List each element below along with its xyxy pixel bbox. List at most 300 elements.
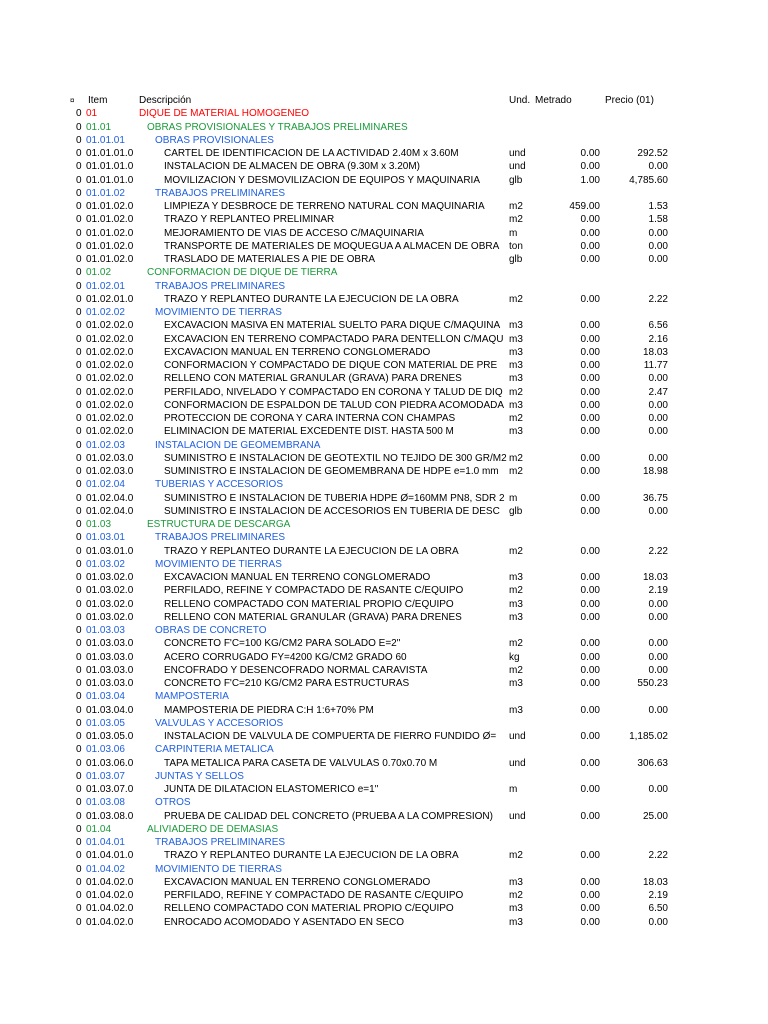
item-code: 01.04.02.0 — [86, 876, 134, 888]
row-prefix: 0 — [76, 426, 82, 438]
item-metrado: 0.00 — [580, 664, 600, 676]
item-unit: m3 — [509, 876, 523, 888]
row-prefix: 0 — [76, 519, 82, 530]
row-prefix: 0 — [76, 837, 82, 848]
item-description: ELIMINACION DE MATERIAL EXCEDENTE DIST. HASTA 500 M — [164, 426, 454, 438]
table-row — [0, 253, 768, 266]
item-code: 01.03.02.0 — [86, 585, 134, 597]
item-code: 01.03.05 — [86, 717, 125, 729]
item-description: EXCAVACION MASIVA EN MATERIAL SUELTO PARA DIQUE C/MAQUINA — [164, 320, 501, 332]
item-metrado: 0.00 — [580, 731, 600, 742]
section-row — [0, 836, 768, 849]
item-unit: und — [509, 148, 526, 159]
item-description: VALVULAS Y ACCESORIOS — [155, 717, 284, 729]
table-row — [0, 425, 768, 438]
item-unit: m3 — [509, 373, 523, 385]
item-code: 01.02.02.0 — [86, 360, 134, 371]
row-prefix: 0 — [76, 625, 82, 636]
item-code: 01.01.02.0 — [86, 214, 134, 226]
row-prefix: 0 — [76, 108, 82, 120]
item-description: SUMINISTRO E INSTALACION DE GEOTEXTIL NO TEJIDO DE 300 GR/M2 — [164, 452, 507, 464]
item-description: PRUEBA DE CALIDAD DEL CONCRETO (PRUEBA A LA COMPRESION) — [164, 810, 493, 822]
item-description: JUNTAS Y SELLOS — [155, 770, 244, 782]
table-row — [0, 412, 768, 425]
item-metrado: 0.00 — [580, 757, 600, 769]
item-description: CARTEL DE IDENTIFICACION DE LA ACTIVIDAD 2.40M x 3.60M — [164, 148, 459, 159]
item-metrado: 0.00 — [580, 810, 600, 822]
row-prefix: 0 — [76, 399, 82, 411]
item-code: 01.04.02.0 — [86, 916, 134, 928]
item-code: 01.02 — [86, 267, 112, 279]
item-unit: und — [509, 161, 526, 173]
item-description: PERFILADO, NIVELADO Y COMPACTADO EN CORONA Y TALUD DE DIQ — [164, 386, 503, 398]
item-description: CONFORMACION Y COMPACTADO DE DIQUE CON MATERIAL DE PRE — [164, 360, 498, 371]
item-description: CONCRETO F'C=210 KG/CM2 PARA ESTRUCTURAS — [164, 678, 410, 689]
item-code: 01.03.03.0 — [86, 638, 134, 650]
item-code: 01.03.02.0 — [86, 598, 134, 610]
item-price: 0.00 — [648, 638, 668, 650]
header-precio: Precio (01) — [605, 95, 654, 106]
item-price: 2.47 — [648, 386, 668, 398]
section-row — [0, 121, 768, 134]
item-metrado: 0.00 — [580, 572, 600, 583]
item-price: 0.00 — [648, 598, 668, 610]
item-description: INSTALACION DE VALVULA DE COMPUERTA DE FIERRO FUNDIDO Ø= — [164, 731, 497, 742]
section-row — [0, 134, 768, 147]
item-price: 0.00 — [648, 916, 668, 928]
table-row — [0, 240, 768, 253]
item-code: 01.02.02.0 — [86, 413, 134, 424]
row-prefix: 0 — [76, 254, 82, 265]
table-row — [0, 213, 768, 226]
row-prefix: 0 — [76, 134, 82, 146]
item-unit: und — [509, 731, 526, 742]
table-row — [0, 386, 768, 399]
item-description: TAPA METALICA PARA CASETA DE VALVULAS 0.70x0.70 M — [164, 757, 438, 769]
section-row — [0, 770, 768, 783]
table-row — [0, 452, 768, 465]
item-description: RELLENO COMPACTADO CON MATERIAL PROPIO C/EQUIPO — [164, 598, 454, 610]
row-prefix: 0 — [76, 903, 82, 915]
item-description: TRABAJOS PRELIMINARES — [155, 837, 286, 848]
item-price: 0.00 — [648, 651, 668, 663]
table-row — [0, 147, 768, 160]
item-unit: m2 — [509, 638, 523, 650]
table-row — [0, 876, 768, 889]
table-row — [0, 664, 768, 677]
table-row — [0, 730, 768, 743]
item-code: 01.04.01.0 — [86, 850, 134, 862]
table-row — [0, 810, 768, 823]
item-price: 0.00 — [648, 227, 668, 239]
table-row — [0, 584, 768, 597]
item-unit: m3 — [509, 678, 523, 689]
row-prefix: 0 — [76, 413, 82, 424]
row-prefix: 0 — [76, 850, 82, 862]
item-code: 01.04.02.0 — [86, 903, 134, 915]
item-metrado: 0.00 — [580, 784, 600, 795]
item-price: 550.23 — [637, 678, 668, 689]
item-price: 0.00 — [648, 373, 668, 385]
table-row — [0, 372, 768, 385]
item-metrado: 0.00 — [580, 598, 600, 610]
item-code: 01.02.02 — [86, 307, 125, 318]
row-prefix: 0 — [76, 810, 82, 822]
section-row — [0, 823, 768, 836]
item-metrado: 0.00 — [580, 876, 600, 888]
item-price: 0.00 — [648, 664, 668, 676]
item-price: 18.03 — [642, 572, 668, 583]
row-prefix: 0 — [76, 346, 82, 358]
item-price: 2.22 — [648, 545, 668, 557]
item-description: EXCAVACION MANUAL EN TERRENO CONGLOMERADO — [164, 876, 431, 888]
item-price: 1.53 — [648, 201, 668, 212]
table-row — [0, 505, 768, 518]
item-unit: m2 — [509, 664, 523, 676]
row-prefix: 0 — [76, 201, 82, 212]
item-code: 01.03.04.0 — [86, 704, 134, 716]
item-unit: m2 — [509, 890, 523, 901]
section-row — [0, 439, 768, 452]
item-price: 292.52 — [637, 148, 668, 159]
item-unit: m — [509, 227, 518, 239]
item-unit: m3 — [509, 903, 523, 915]
item-unit: m3 — [509, 916, 523, 928]
header-item: Item — [88, 95, 108, 106]
table-row — [0, 677, 768, 690]
header-metrado: Metrado — [535, 95, 572, 106]
item-metrado: 0.00 — [580, 426, 600, 438]
item-metrado: 0.00 — [580, 254, 600, 265]
table-row — [0, 465, 768, 478]
item-price: 1,185.02 — [629, 731, 668, 742]
item-unit: m3 — [509, 598, 523, 610]
item-metrado: 0.00 — [580, 505, 600, 517]
item-metrado: 0.00 — [580, 850, 600, 862]
item-code: 01.04.02.0 — [86, 890, 134, 901]
item-price: 0.00 — [648, 399, 668, 411]
table-row — [0, 637, 768, 650]
item-description: JUNTA DE DILATACION ELASTOMERICO e=1" — [164, 784, 379, 795]
section-row — [0, 558, 768, 571]
item-unit: glb — [509, 174, 523, 186]
item-code: 01.03.08.0 — [86, 810, 134, 822]
item-metrado: 0.00 — [580, 492, 600, 504]
item-code: 01.02.02.0 — [86, 399, 134, 411]
item-price: 2.19 — [648, 890, 668, 901]
item-price: 0.00 — [648, 704, 668, 716]
item-code: 01.02.04 — [86, 479, 125, 491]
row-prefix: 0 — [76, 227, 82, 239]
item-metrado: 0.00 — [580, 704, 600, 716]
row-prefix: 0 — [76, 360, 82, 371]
item-unit: ton — [509, 240, 523, 252]
header-marker: ¤ — [70, 96, 75, 105]
item-unit: m2 — [509, 201, 523, 212]
item-description: SUMINISTRO E INSTALACION DE TUBERIA HDPE Ø=160MM PN8, SDR 2 — [164, 492, 505, 504]
item-description: RELLENO CON MATERIAL GRANULAR (GRAVA) PARA DRENES — [164, 373, 462, 385]
item-description: ENCOFRADO Y DESENCOFRADO NORMAL CARAVISTA — [164, 664, 428, 676]
item-description: MOVIMIENTO DE TIERRAS — [155, 863, 282, 875]
item-metrado: 0.00 — [580, 360, 600, 371]
item-code: 01.02.02.0 — [86, 333, 134, 345]
item-code: 01.02.03.0 — [86, 466, 134, 477]
item-unit: glb — [509, 254, 523, 265]
row-prefix: 0 — [76, 479, 82, 491]
item-metrado: 0.00 — [580, 413, 600, 424]
item-code: 01.01.01.0 — [86, 174, 134, 186]
item-code: 01.02.01 — [86, 280, 125, 292]
item-code: 01.01.01 — [86, 134, 125, 146]
item-metrado: 0.00 — [580, 161, 600, 173]
row-prefix: 0 — [76, 664, 82, 676]
item-metrado: 0.00 — [580, 227, 600, 239]
item-unit: m2 — [509, 585, 523, 597]
table-row — [0, 333, 768, 346]
table-row — [0, 889, 768, 902]
item-unit: m2 — [509, 850, 523, 862]
item-description: PERFILADO, REFINE Y COMPACTADO DE RASANTE C/EQUIPO — [164, 585, 464, 597]
item-description: PERFILADO, REFINE Y COMPACTADO DE RASANTE C/EQUIPO — [164, 890, 464, 901]
item-price: 0.00 — [648, 611, 668, 623]
item-metrado: 1.00 — [580, 174, 600, 186]
item-description: TRASLADO DE MATERIALES A PIE DE OBRA — [164, 254, 375, 265]
row-prefix: 0 — [76, 558, 82, 570]
item-code: 01 — [86, 108, 98, 120]
item-price: 2.22 — [648, 293, 668, 305]
row-prefix: 0 — [76, 572, 82, 583]
item-description: RELLENO COMPACTADO CON MATERIAL PROPIO C/EQUIPO — [164, 903, 454, 915]
item-metrado: 0.00 — [580, 399, 600, 411]
item-unit: m3 — [509, 611, 523, 623]
item-code: 01.01 — [86, 121, 112, 133]
item-price: 4,785.60 — [629, 174, 668, 186]
item-description: MAMPOSTERIA DE PIEDRA C:H 1:6+70% PM — [164, 704, 374, 716]
row-prefix: 0 — [76, 386, 82, 398]
table-row — [0, 492, 768, 505]
item-description: OBRAS PROVISIONALES Y TRABAJOS PRELIMINARES — [147, 121, 408, 133]
row-prefix: 0 — [76, 757, 82, 769]
item-description: ESTRUCTURA DE DESCARGA — [147, 519, 291, 530]
row-prefix: 0 — [76, 148, 82, 159]
item-unit: m2 — [509, 545, 523, 557]
table-row — [0, 704, 768, 717]
item-code: 01.01.01.0 — [86, 148, 134, 159]
item-description: ACERO CORRUGADO FY=4200 KG/CM2 GRADO 60 — [164, 651, 407, 663]
row-prefix: 0 — [76, 214, 82, 226]
table-row — [0, 571, 768, 584]
item-metrado: 0.00 — [580, 240, 600, 252]
row-prefix: 0 — [76, 797, 82, 809]
table-row — [0, 174, 768, 187]
row-prefix: 0 — [76, 823, 82, 835]
item-unit: m — [509, 492, 518, 504]
row-prefix: 0 — [76, 492, 82, 504]
item-price: 18.03 — [642, 876, 668, 888]
row-prefix: 0 — [76, 307, 82, 318]
item-description: CARPINTERIA METALICA — [155, 744, 274, 756]
item-description: LIMPIEZA Y DESBROCE DE TERRENO NATURAL CON MAQUINARIA — [164, 201, 485, 212]
item-price: 2.16 — [648, 333, 668, 345]
item-code: 01.02.02.0 — [86, 320, 134, 332]
item-code: 01.03.07 — [86, 770, 125, 782]
header-descripcion: Descripción — [139, 95, 192, 106]
item-description: TRAZO Y REPLANTEO DURANTE LA EJECUCION DE LA OBRA — [164, 850, 459, 862]
table-row — [0, 598, 768, 611]
item-code: 01.03.02.0 — [86, 611, 134, 623]
item-metrado: 0.00 — [580, 333, 600, 345]
item-description: EXCAVACION MANUAL EN TERRENO CONGLOMERADO — [164, 346, 431, 358]
item-code: 01.01.02.0 — [86, 254, 134, 265]
row-prefix: 0 — [76, 240, 82, 252]
item-description: PROTECCION DE CORONA Y CARA INTERNA CON CHAMPAS — [164, 413, 456, 424]
item-price: 0.00 — [648, 254, 668, 265]
row-prefix: 0 — [76, 916, 82, 928]
item-unit: m3 — [509, 360, 523, 371]
item-code: 01.02.02.0 — [86, 373, 134, 385]
row-prefix: 0 — [76, 598, 82, 610]
item-unit: und — [509, 810, 526, 822]
row-prefix: 0 — [76, 678, 82, 689]
row-prefix: 0 — [76, 784, 82, 795]
item-metrado: 0.00 — [580, 293, 600, 305]
section-row — [0, 187, 768, 200]
item-price: 2.22 — [648, 850, 668, 862]
item-description: CONCRETO F'C=100 KG/CM2 PARA SOLADO E=2" — [164, 638, 401, 650]
item-code: 01.01.02.0 — [86, 201, 134, 212]
item-metrado: 0.00 — [580, 545, 600, 557]
row-prefix: 0 — [76, 863, 82, 875]
item-code: 01.03.02.0 — [86, 572, 134, 583]
table-row — [0, 651, 768, 664]
table-row — [0, 359, 768, 372]
item-code: 01.02.03 — [86, 439, 125, 451]
item-metrado: 0.00 — [580, 638, 600, 650]
item-price: 11.77 — [643, 360, 668, 371]
row-prefix: 0 — [76, 505, 82, 517]
item-code: 01.03.02 — [86, 558, 125, 570]
item-unit: kg — [509, 651, 520, 663]
row-prefix: 0 — [76, 452, 82, 464]
item-code: 01.03 — [86, 519, 112, 530]
item-description: SUMINISTRO E INSTALACION DE ACCESORIOS EN TUBERIA DE DESC — [164, 505, 500, 517]
item-description: TUBERIAS Y ACCESORIOS — [155, 479, 284, 491]
item-code: 01.03.03 — [86, 625, 125, 636]
item-code: 01.03.03.0 — [86, 651, 134, 663]
item-price: 0.00 — [648, 161, 668, 173]
row-prefix: 0 — [76, 638, 82, 650]
item-code: 01.02.02.0 — [86, 346, 134, 358]
item-description: SUMINISTRO E INSTALACION DE GEOMEMBRANA DE HDPE e=1.0 mm — [164, 466, 499, 477]
budget-rows — [0, 107, 768, 929]
section-row — [0, 624, 768, 637]
item-description: OBRAS DE CONCRETO — [155, 625, 267, 636]
item-description: MAMPOSTERIA — [155, 691, 229, 703]
table-row — [0, 849, 768, 862]
row-prefix: 0 — [76, 280, 82, 292]
item-price: 18.03 — [642, 346, 668, 358]
item-code: 01.03.04 — [86, 691, 125, 703]
item-code: 01.04.01 — [86, 837, 125, 848]
item-price: 0.00 — [648, 505, 668, 517]
item-metrado: 0.00 — [580, 466, 600, 477]
item-code: 01.02.02.0 — [86, 386, 134, 398]
item-code: 01.01.02.0 — [86, 227, 134, 239]
table-row — [0, 783, 768, 796]
item-metrado: 459.00 — [569, 201, 600, 212]
item-price: 0.00 — [648, 413, 668, 424]
item-code: 01.01.02.0 — [86, 240, 134, 252]
header-row — [0, 94, 768, 107]
item-description: RELLENO CON MATERIAL GRANULAR (GRAVA) PARA DRENES — [164, 611, 462, 623]
item-description: TRABAJOS PRELIMINARES — [155, 280, 286, 292]
item-description: ALIVIADERO DE DEMASIAS — [147, 823, 279, 835]
item-unit: und — [509, 757, 526, 769]
item-description: DIQUE DE MATERIAL HOMOGENEO — [139, 108, 310, 120]
table-row — [0, 545, 768, 558]
item-code: 01.03.06.0 — [86, 757, 134, 769]
item-metrado: 0.00 — [580, 214, 600, 226]
item-description: MOVILIZACION Y DESMOVILIZACION DE EQUIPOS Y MAQUINARIA — [164, 174, 480, 186]
item-price: 6.56 — [648, 320, 668, 332]
item-description: MOVIMIENTO DE TIERRAS — [155, 558, 282, 570]
item-description: CONFORMACION DE DIQUE DE TIERRA — [147, 267, 338, 279]
item-description: OTROS — [155, 797, 191, 809]
row-prefix: 0 — [76, 704, 82, 716]
item-metrado: 0.00 — [580, 373, 600, 385]
item-description: INSTALACION DE ALMACEN DE OBRA (9.30M x 3.20M) — [164, 161, 420, 173]
table-row — [0, 319, 768, 332]
item-code: 01.03.03.0 — [86, 664, 134, 676]
item-price: 0.00 — [648, 784, 668, 795]
row-prefix: 0 — [76, 320, 82, 332]
row-prefix: 0 — [76, 466, 82, 477]
item-unit: m3 — [509, 346, 523, 358]
item-description: EXCAVACION MANUAL EN TERRENO CONGLOMERADO — [164, 572, 431, 583]
section-row — [0, 280, 768, 293]
item-code: 01.02.02.0 — [86, 426, 134, 438]
budget-sheet — [0, 94, 768, 929]
item-metrado: 0.00 — [580, 903, 600, 915]
item-unit: m2 — [509, 413, 523, 424]
item-unit: m2 — [509, 214, 523, 226]
item-description: MOVIMIENTO DE TIERRAS — [155, 307, 282, 318]
row-prefix: 0 — [76, 267, 82, 279]
item-metrado: 0.00 — [580, 890, 600, 901]
row-prefix: 0 — [76, 651, 82, 663]
table-row — [0, 160, 768, 173]
item-unit: m2 — [509, 466, 523, 477]
item-unit: m3 — [509, 320, 523, 332]
section-row — [0, 518, 768, 531]
item-price: 0.00 — [648, 240, 668, 252]
section-row — [0, 743, 768, 756]
row-prefix: 0 — [76, 876, 82, 888]
item-description: TRABAJOS PRELIMINARES — [155, 187, 286, 199]
row-prefix: 0 — [76, 744, 82, 756]
row-prefix: 0 — [76, 731, 82, 742]
item-unit: m3 — [509, 572, 523, 583]
table-row — [0, 227, 768, 240]
item-metrado: 0.00 — [580, 452, 600, 464]
item-price: 1.58 — [648, 214, 668, 226]
item-unit: m — [509, 784, 518, 795]
item-description: MEJORAMIENTO DE VIAS DE ACCESO C/MAQUINARIA — [164, 227, 424, 239]
item-metrado: 0.00 — [580, 651, 600, 663]
section-row — [0, 266, 768, 279]
item-price: 25.00 — [642, 810, 668, 822]
item-code: 01.03.08 — [86, 797, 125, 809]
